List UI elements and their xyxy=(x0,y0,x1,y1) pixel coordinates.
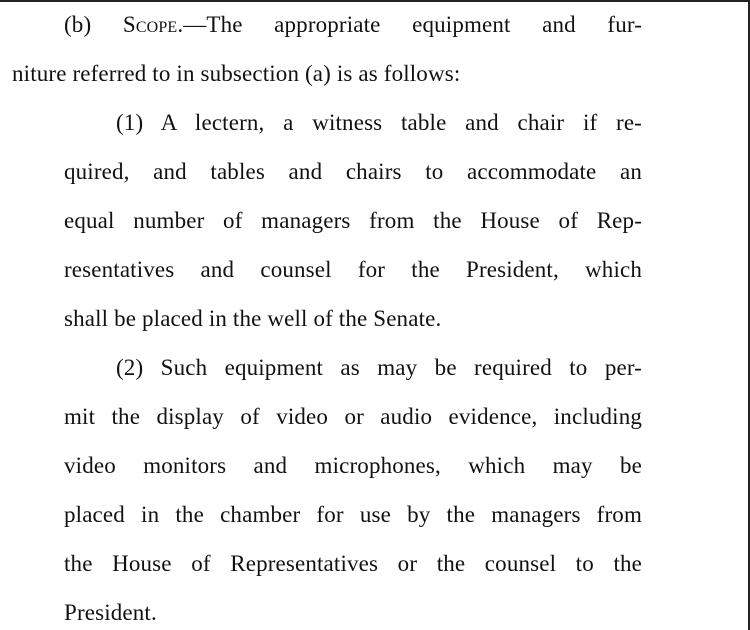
scope-line-2: niture referred to in subsection (a) is as follows: xyxy=(12,61,461,86)
top-border-rule xyxy=(0,0,750,2)
item-2-line-6: President. xyxy=(64,600,157,625)
item-2-line-1: (2) Such equipment as may be required to per- xyxy=(116,355,642,380)
item-1-line-1: (1) A lectern, a witness table and chair if re- xyxy=(116,110,642,135)
item-1-line-2: quired, and tables and chairs to accommodate an xyxy=(64,159,642,184)
item-2-line-3: video monitors and microphones, which may be xyxy=(64,453,642,478)
scope-line-1 xyxy=(64,12,642,38)
item-2-line-2: mit the display of video or audio evidence, including xyxy=(64,404,642,429)
item-1-line-4: resentatives and counsel for the President, which xyxy=(64,257,642,282)
scope-marker: (b) xyxy=(64,12,92,37)
item-1-line-3: equal number of managers from the House of Rep- xyxy=(64,208,642,233)
scope-heading: Scope. xyxy=(122,12,184,37)
item-1-line-5: shall be placed in the well of the Senate. xyxy=(64,306,442,331)
item-2-line-4: placed in the chamber for use by the managers from xyxy=(64,502,642,527)
scope-line-1-text: —The appropriate equipment and fur- xyxy=(183,12,643,37)
item-2-line-5: the House of Representatives or the counsel to the xyxy=(64,551,642,576)
